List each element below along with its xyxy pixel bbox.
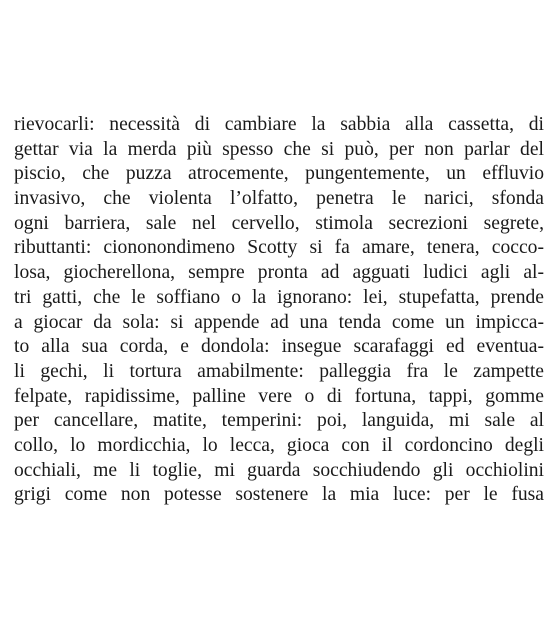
text-line: losa, giocherellona, sempre pronta ad agguati ludici agli al- xyxy=(14,262,544,284)
text-line: collo, lo mordicchia, lo lecca, gioca con il cordoncino degli xyxy=(14,434,544,456)
body-paragraph xyxy=(14,113,544,508)
text-line: ributtanti: ciononondimeno Scotty si fa amare, tenera, cocco- xyxy=(14,237,544,259)
text-line: rievocarli: necessità di cambiare la sabbia alla cassetta, di xyxy=(14,114,544,135)
text-line: occhiali, me li toglie, mi guarda socchiudendo gli occhiolini xyxy=(14,459,544,481)
text-line: a giocar da sola: si appende ad una tenda come un impicca- xyxy=(14,311,544,333)
text-line: ogni barriera, sale nel cervello, stimola secrezioni segrete, xyxy=(14,212,544,234)
text-line: to alla sua corda, e dondola: insegue scarafaggi ed eventua- xyxy=(14,336,544,358)
text-line: felpate, rapidissime, palline vere o di fortuna, tappi, gomme xyxy=(14,385,544,407)
text-line: per cancellare, matite, temperini: poi, languida, mi sale al xyxy=(14,410,544,432)
text-line: tri gatti, che le soffiano o la ignorano: lei, stupefatta, prende xyxy=(14,286,544,308)
text-line: gettar via la merda più spesso che si può, per non parlar del xyxy=(14,138,544,160)
text-line: li gechi, li tortura amabilmente: palleggia fra le zampette xyxy=(14,360,544,382)
text-line: piscio, che puzza atrocemente, pungentemente, un effluvio xyxy=(14,163,544,185)
text-line: grigi come non potesse sostenere la mia luce: per le fusa xyxy=(14,484,544,506)
text-line: invasivo, che violenta l’olfatto, penetra le narici, sfonda xyxy=(14,188,544,210)
